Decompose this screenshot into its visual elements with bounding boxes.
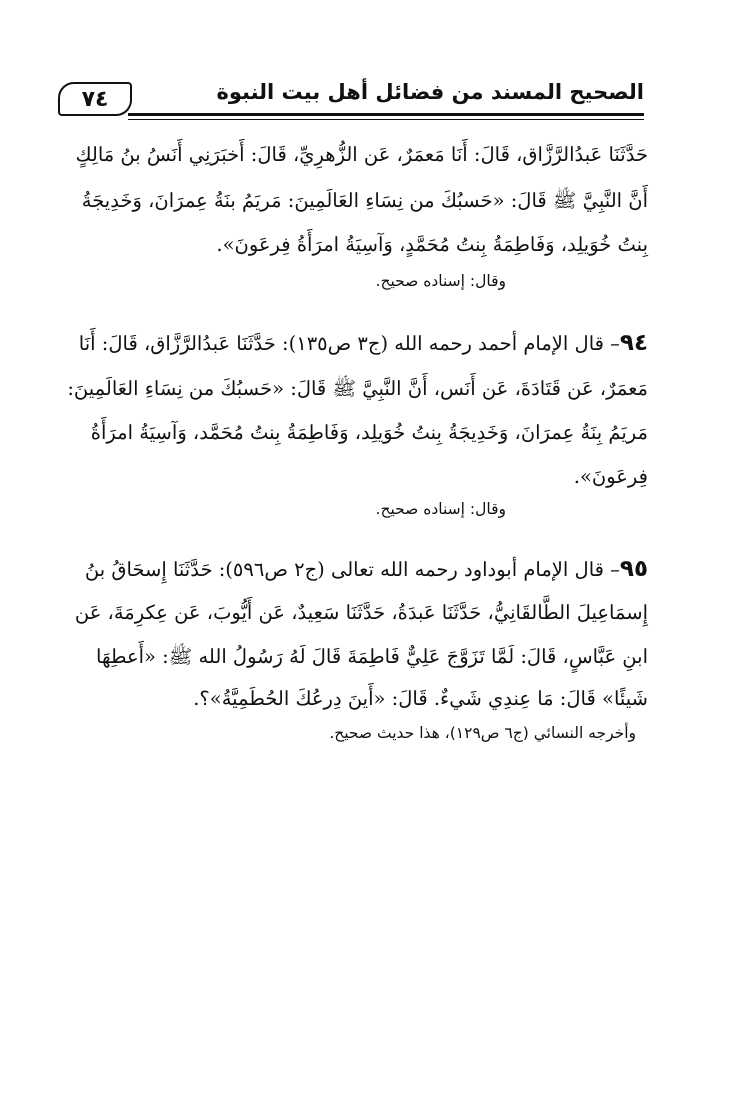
continuation-line-3: بِنتُ خُوَيلِد، وَفَاطِمَةُ بِنتُ مُحَمَّدٍ، وَآسِيَةُ امرَأَةُ فِرعَونَ».	[216, 233, 648, 256]
running-title: الصحيح المسند من فضائل أهل بيت النبوة	[216, 80, 644, 104]
header-rule-thin	[128, 119, 644, 120]
page-header	[58, 80, 644, 120]
grading-note-3: وأخرجه النسائي (ج٦ ص١٢٩)، هذا حديث صحيح.	[329, 724, 636, 742]
header-rule-thick	[128, 113, 644, 116]
continuation-line-2: أَنَّ النَّبِيَّ ﷺ قَالَ: «حَسبُكَ من نِسَاءِ العَالَمِينَ: مَريَمُ بنَةُ عِمرَانَ، وَخَدِيجَةُ	[81, 189, 648, 212]
hadith-95-line-4: شَيئًا» قَالَ: مَا عِندِي شَيءٌ. قَالَ: «أَينَ دِرعُكَ الحُطَمِيَّةُ»؟.	[193, 687, 648, 710]
grading-note-2: وقال: إسناده صحيح.	[375, 500, 506, 518]
hadith-94-line-1	[62, 324, 648, 363]
hadith-number-95: ٩٥	[619, 556, 648, 582]
hadith-94-line-2: مَعمَرٌ، عَن قَتَادَةَ، عَن أَنَس، أَنَّ النَّبِيَّ ﷺ قَالَ: «حَسبُكَ من نِسَاءِ العَالَمِينَ:	[67, 377, 648, 400]
hadith-95-line-3: ابنِ عَبَّاسٍ، قَالَ: لَمَّا تَزَوَّجَ عَلِيٌّ فَاطِمَةَ قَالَ لَهُ رَسُولُ الله ﷺ: «أَعطِهَا	[96, 645, 648, 668]
page-number: ٧٤	[58, 82, 132, 116]
hadith-95-line-2: إِسمَاعِيلَ الطَّالقَانِيُّ، حَدَّثَنَا عَبدَةُ، حَدَّثَنَا سَعِيدٌ، عَن أَيُّوبَ، عَن عِكرِمَةَ، عَن	[74, 601, 648, 624]
grading-note-1: وقال: إسناده صحيح.	[375, 272, 506, 290]
hadith-94-line-3: مَريَمُ بِنَةُ عِمرَانَ، وَخَدِيجَةُ بِنتُ خُوَيلِد، وَفَاطِمَةُ بِنتُ مُحَمَّد، وَآسِيَةُ امرَأَةُ	[90, 421, 648, 444]
hadith-95-line-1	[62, 550, 648, 589]
hadith-94-text-1: – قال الإمام أحمد رحمه الله (ج٣ ص١٣٥): حَدَّثَنَا عَبدُالرَّزَّاق، قَالَ: أَنَا	[78, 332, 620, 355]
continuation-line-1: حَدَّثَنَا عَبدُالرَّزَّاق، قَالَ: أَنَا مَعمَرٌ، عَن الزُّهرِيِّ، قَالَ: أَخبَرَنِي أَنَسُ بنُ مَالِكٍ	[75, 143, 648, 166]
hadith-95-text-1: – قال الإمام أبوداود رحمه الله تعالى (ج٢ ص٥٩٦): حَدَّثَنَا إِسحَاقُ بنُ	[84, 558, 620, 581]
hadith-number-94: ٩٤	[619, 330, 648, 356]
hadith-94-line-4: فِرعَونَ».	[573, 465, 648, 488]
